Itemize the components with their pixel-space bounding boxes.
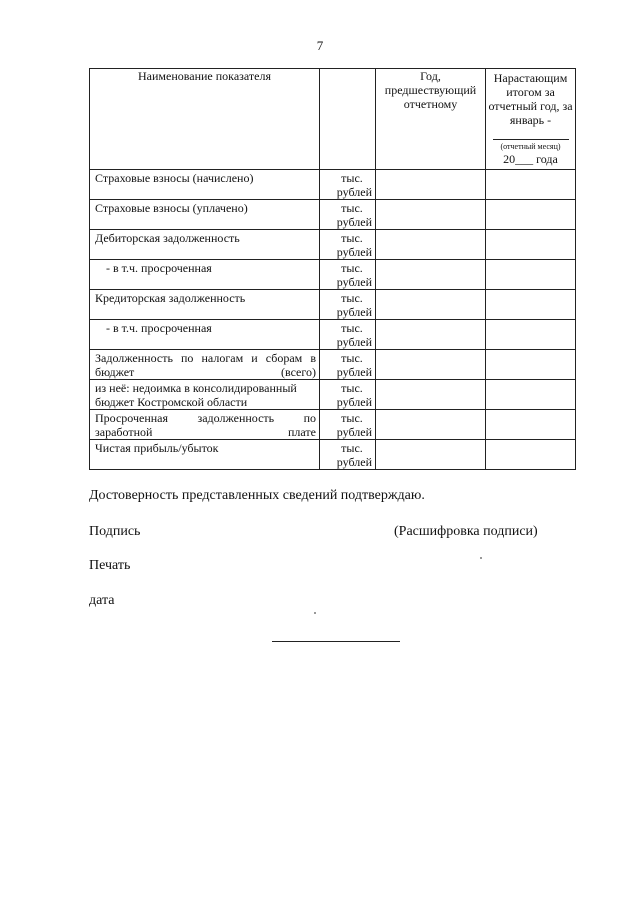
date-label: дата (89, 593, 115, 608)
row-unit: тыс. рублей (320, 260, 376, 290)
row-unit: тыс. рублей (320, 170, 376, 200)
table-row (90, 260, 576, 290)
row-prev-year-value[interactable] (376, 230, 486, 260)
row-current-value[interactable] (486, 230, 576, 260)
row-name: Страховые взносы (уплачено) (90, 200, 320, 230)
table-row (90, 410, 576, 440)
header-indicator-name: Наименование показателя (90, 69, 320, 170)
table-row (90, 440, 576, 470)
row-prev-year-value[interactable] (376, 170, 486, 200)
row-name: Кредиторская задолженность (90, 290, 320, 320)
row-unit: тыс. рублей (320, 200, 376, 230)
row-prev-year-value[interactable] (376, 350, 486, 380)
row-name: Дебиторская задолженность (90, 230, 320, 260)
signature-decode-label: (Расшифровка подписи) (394, 524, 538, 539)
row-current-value[interactable] (486, 380, 576, 410)
row-name: - в т.ч. просроченная (90, 320, 320, 350)
row-current-value[interactable] (486, 200, 576, 230)
row-current-value[interactable] (486, 350, 576, 380)
row-name: Страховые взносы (начислено) (90, 170, 320, 200)
header-reporting-year: 20___ года (503, 152, 558, 166)
end-of-form-rule (272, 641, 400, 642)
row-unit: тыс. рублей (320, 440, 376, 470)
row-current-value[interactable] (486, 260, 576, 290)
row-name: - в т.ч. просроченная (90, 260, 320, 290)
row-prev-year-value[interactable] (376, 440, 486, 470)
table-row (90, 170, 576, 200)
row-current-value[interactable] (486, 320, 576, 350)
row-prev-year-value[interactable] (376, 410, 486, 440)
row-prev-year-value[interactable] (376, 200, 486, 230)
row-name: Чистая прибыль/убыток (90, 440, 320, 470)
table-header-row (90, 69, 576, 170)
table-row (90, 290, 576, 320)
row-current-value[interactable] (486, 440, 576, 470)
row-unit: тыс. рублей (320, 380, 376, 410)
table-row (90, 380, 576, 410)
row-prev-year-value[interactable] (376, 320, 486, 350)
row-unit: тыс. рублей (320, 320, 376, 350)
header-reporting-month: (отчетный месяц) (493, 139, 569, 152)
row-prev-year-value[interactable] (376, 290, 486, 320)
page-number: 7 (316, 38, 324, 53)
row-current-value[interactable] (486, 410, 576, 440)
row-unit: тыс. рублей (320, 230, 376, 260)
signature-label: Подпись (89, 524, 141, 539)
table-row (90, 230, 576, 260)
row-unit: тыс. рублей (320, 410, 376, 440)
table-row (90, 350, 576, 380)
confirmation-statement: Достоверность представленных сведений подтверждаю. (89, 488, 425, 503)
header-previous-year: Год, предшествующий отчетному (376, 69, 486, 170)
indicators-table (89, 68, 576, 470)
row-unit: тыс. рублей (320, 290, 376, 320)
row-name: Просроченная задолженность по заработной плате (90, 410, 320, 440)
row-name: из неё: недоимка в консолидированный бюджет Костромской области (90, 380, 320, 410)
row-name: Задолженность по налогам и сборам в бюджет (всего) (90, 350, 320, 380)
scan-speck (480, 557, 482, 559)
row-current-value[interactable] (486, 290, 576, 320)
row-unit: тыс. рублей (320, 350, 376, 380)
row-prev-year-value[interactable] (376, 380, 486, 410)
table-row (90, 200, 576, 230)
seal-label: Печать (89, 558, 131, 573)
scan-speck (314, 612, 316, 614)
row-current-value[interactable] (486, 170, 576, 200)
header-unit (320, 69, 376, 170)
header-cumulative-text: Нарастающим итогом за отчетный год, за январь - (488, 71, 573, 127)
row-prev-year-value[interactable] (376, 260, 486, 290)
table-row (90, 320, 576, 350)
header-cumulative (486, 69, 576, 170)
